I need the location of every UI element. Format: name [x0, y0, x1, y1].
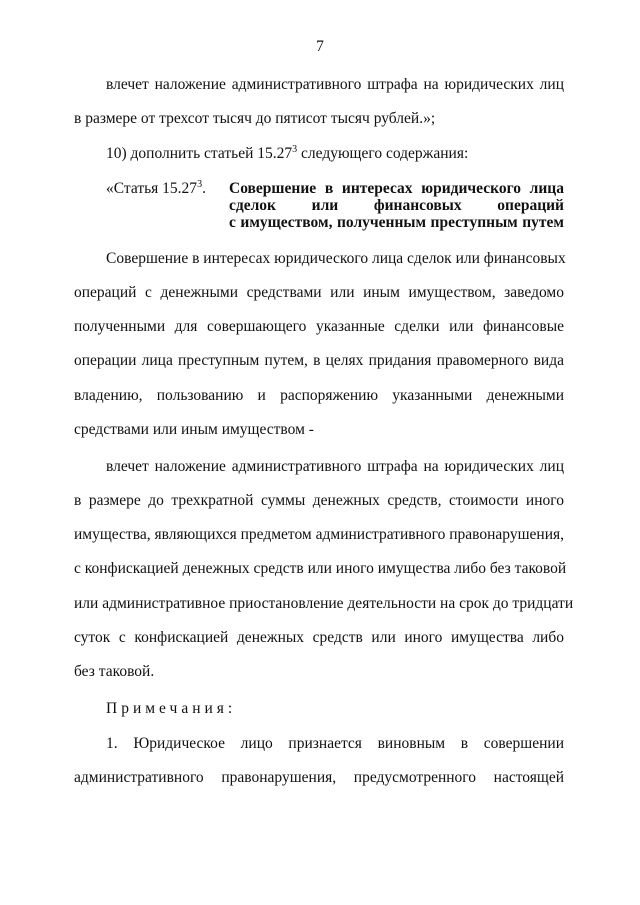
text-line: в размере от трехсот тысяч до пятисот тысяч рублей.»;	[74, 110, 436, 127]
body-line: операции лица преступным путем, в целях придания правомерного вида	[74, 352, 564, 369]
body-line: влечет наложение административного штрафа на юридических лиц	[106, 458, 564, 475]
text-fragment: следующего содержания:	[297, 145, 469, 162]
note-line: 1. Юридическое лицо признается виновным в совершении	[106, 735, 564, 752]
body-line: в размере до трехкратной суммы денежных средств, стоимости иного	[74, 492, 564, 509]
body-line: имущества, являющихся предметом административного правонарушения,	[74, 526, 564, 543]
body-line: Совершение в интересах юридического лица сделок или финансовых	[106, 250, 566, 267]
article-title-line: с имуществом, полученным преступным путем	[229, 214, 564, 231]
page-number: 7	[316, 38, 324, 55]
text-fragment: .	[202, 180, 206, 197]
article-title-line: сделок или финансовых операций	[229, 197, 564, 214]
article-title-line: Совершение в интересах юридического лица	[229, 180, 564, 197]
body-line: с конфискацией денежных средств или иного имущества либо без таковой	[74, 560, 567, 577]
body-line: средствами или иным имуществом -	[74, 421, 314, 438]
body-line: без таковой.	[74, 663, 155, 680]
notes-heading: Примечания:	[106, 700, 237, 717]
text-fragment: «Статья 15.27	[106, 180, 198, 197]
body-line: полученными для совершающего указанные сделки или финансовые	[74, 318, 564, 335]
body-line: операций с денежными средствами или иным имуществом, заведомо	[74, 284, 564, 301]
text-fragment: 10) дополнить статьей 15.27	[106, 145, 293, 162]
text-line: влечет наложение административного штрафа на юридических лиц	[106, 76, 564, 93]
body-line: или административное приостановление деятельности на срок до тридцати	[74, 595, 574, 612]
body-line: суток с конфискацией денежных средств или иного имущества либо	[74, 629, 564, 646]
superscript: 3	[292, 144, 298, 155]
note-line: административного правонарушения, предусмотренного настоящей	[74, 769, 564, 786]
superscript: 3	[197, 179, 203, 190]
body-line: владению, пользованию и распоряжению указанными денежными	[74, 387, 564, 404]
text-line	[106, 145, 468, 163]
article-label	[106, 180, 206, 198]
